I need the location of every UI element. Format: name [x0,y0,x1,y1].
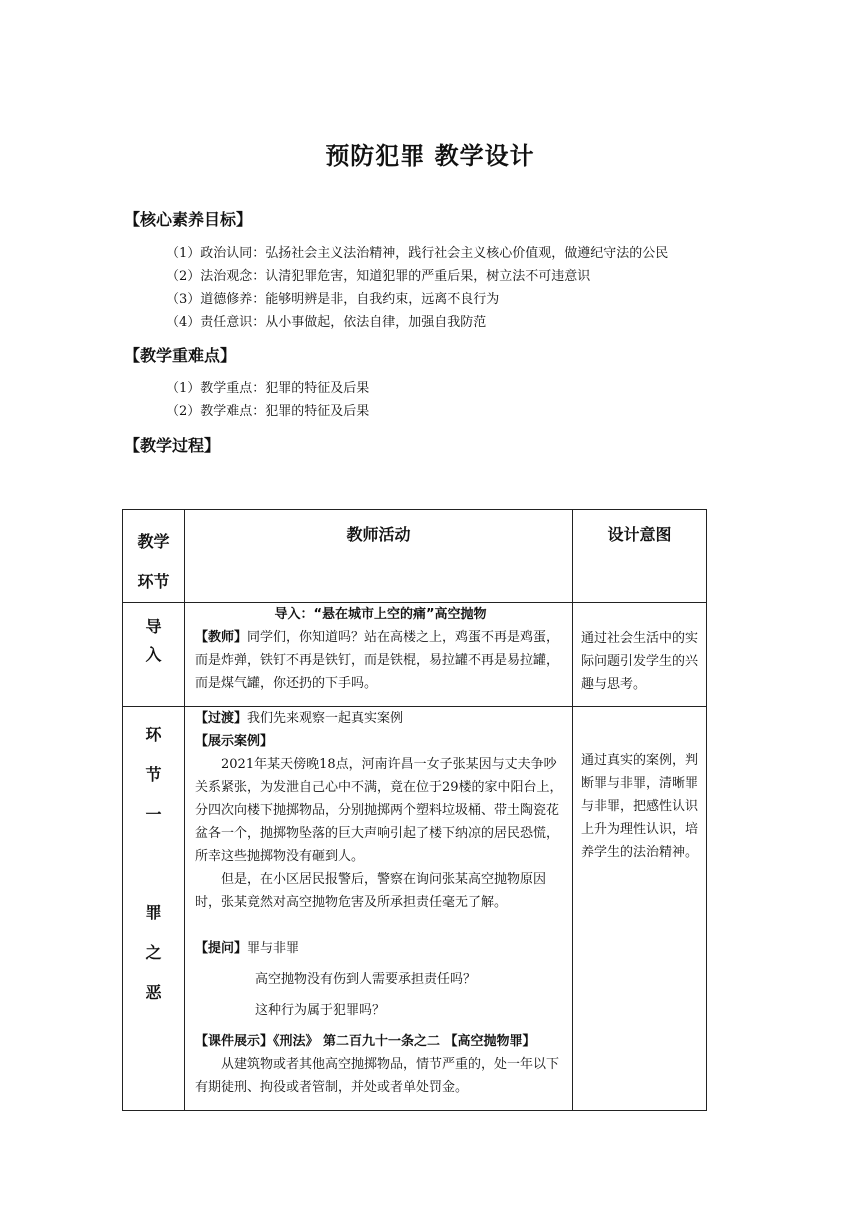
question-line: 【提问】罪与非罪 [195,941,300,956]
design-intent-intro: 通过社会生活中的实际问题引发学生的兴趣与思考。 [573,603,707,707]
core-goal-4: （4）责任意识：从小事做起，依法自律，加强自我防范 [166,315,487,330]
core-goal-1: （1）政治认同：弘扬社会主义法治精神，践行社会主义核心价值观，做遵纪守法的公民 [166,246,669,261]
section-key-points: 【教学重难点】 [124,346,237,365]
intro-subtitle: 导入：“悬在城市上空的痛”高空抛物 [274,607,487,622]
law-text: 从建筑物或者其他高空抛掷物品，情节严重的，处一年以下有期徒刑、拘役或者管制，并处或者单处罚金。 [195,1057,560,1095]
header-teacher-activity: 教师活动 [185,510,573,603]
case-paragraph-1: 2021年某天傍晚18点，河南许昌一女子张某因与丈夫争吵关系紧张，为发泄自己心中不满，竟在位于29楼的家中阳台上，分四次向楼下抛掷物品，分别抛掷两个塑料垃圾桶、带土陶瓷花盆各一个，抛掷物坠落的巨大声响引起了楼下纳凉的居民恐慌，所幸这些抛掷物没有砸到人。 [195,757,563,864]
table-row-stage-one [123,707,707,1111]
key-point-1: （1）教学重点：犯罪的特征及后果 [166,381,370,396]
header-design-intent: 设计意图 [573,510,707,603]
stage-one: 环 节 一 罪 之 恶 [123,707,185,1111]
key-point-2: （2）教学难点：犯罪的特征及后果 [166,404,370,419]
question-2: 这种行为属于犯罪吗？ [255,1003,386,1018]
header-stage: 教学 环节 [123,510,185,603]
table-row-intro [123,603,707,707]
intro-teacher-paragraph: 【教师】同学们，你知道吗？站在高楼之上，鸡蛋不再是鸡蛋，而是炸弹，铁钉不再是铁钉，而是铁棍，易拉罐不再是易拉罐，而是煤气罐，你还扔的下手吗。 [195,630,560,691]
law-reference: 【课件展示】《刑法》 第二百九十一条之二 【高空抛物罪】 [195,1034,536,1049]
core-goal-3: （3）道德修养：能够明辨是非，自我约束，远离不良行为 [166,292,500,307]
stage-intro: 导 入 [123,603,185,707]
table-header-row [123,510,707,603]
transition-line: 【过渡】我们先来观察一起真实案例 [195,711,404,726]
page-title: 预防犯罪 教学设计 [325,142,535,170]
case-paragraph-2: 但是，在小区居民报警后，警察在询问张某高空抛物原因时，张某竟然对高空抛物危害及所承担责任毫无了解。 [195,872,547,910]
case-heading: 【展示案例】 [195,734,274,749]
lesson-table [122,509,707,1111]
teacher-activity-intro [185,603,573,707]
design-intent-stage-one: 通过真实的案例，判断罪与非罪，清晰罪与非罪，把感性认识上升为理性认识，培养学生的法治精神。 [573,707,707,1111]
core-goal-2: （2）法治观念：认清犯罪危害，知道犯罪的严重后果，树立法不可违意识 [166,269,591,284]
question-1: 高空抛物没有伤到人需要承担责任吗？ [255,972,477,987]
section-process: 【教学过程】 [124,436,221,455]
teacher-activity-stage-one [185,707,573,1111]
section-core-goals: 【核心素养目标】 [124,210,253,229]
